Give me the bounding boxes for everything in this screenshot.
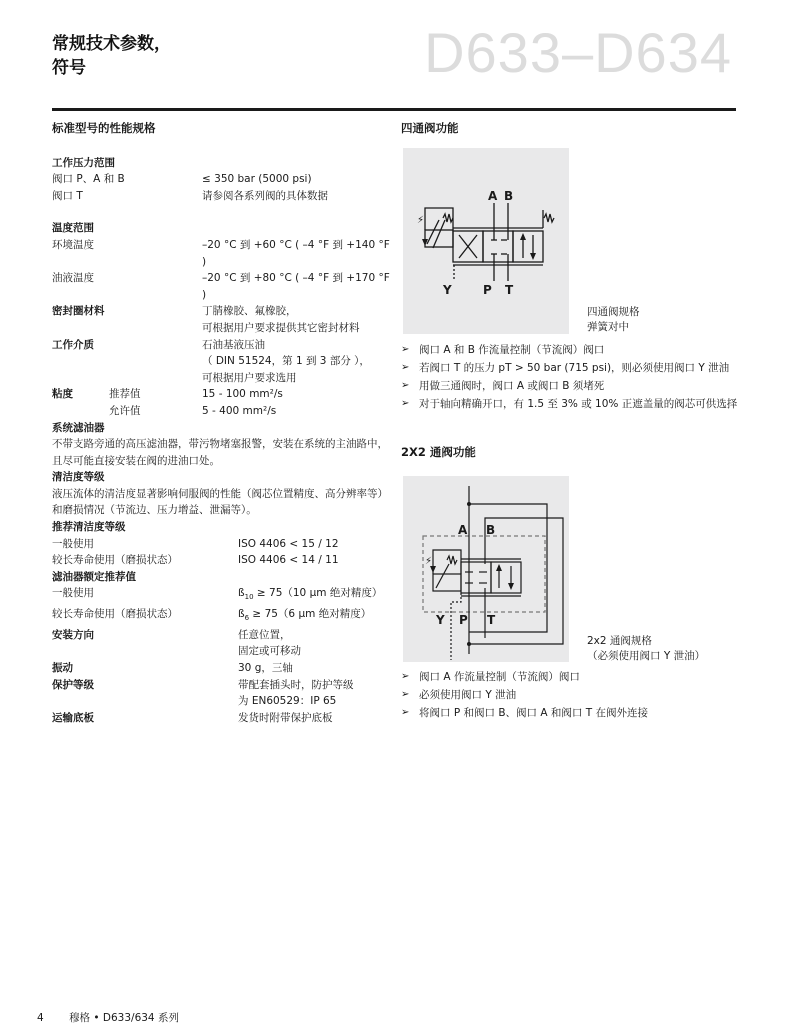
spec-value: 可根据用户要求提供其它密封材料 xyxy=(202,321,360,334)
spec-label: 阀口 T xyxy=(52,189,83,202)
spec-label: 阀口 P、A 和 B xyxy=(52,173,125,186)
spec-row xyxy=(52,585,392,606)
spec-value: $ß_{10} \ge 75(10$ μm 绝对精度） xyxy=(238,587,383,602)
spec-value: 带配套插头时，防护等级 xyxy=(238,678,354,691)
spec-label: 粘度 xyxy=(52,388,73,401)
spec-value: 丁腈橡胶、氟橡胶， xyxy=(202,305,297,318)
spec-value: ISO 4406 < 14 / 11 xyxy=(238,554,339,567)
spec-value: ≤ 350 bar (5000 psi) xyxy=(202,173,312,186)
list-item: ➢ 将阀口 P 和阀口 B、阀口 A 和阀口 T 在阀外连接 xyxy=(401,707,648,719)
spec-value: ISO 4406 < 15 / 12 xyxy=(238,537,339,550)
spec-label: 工作介质 xyxy=(52,338,94,351)
spec-label: 较长寿命使用（磨损状态） xyxy=(52,608,178,621)
svg-text:A: A xyxy=(488,189,498,203)
spec-value: 为 EN60529：IP 65 xyxy=(238,695,337,708)
list-item: ➢ 必须使用阀口 Y 泄油 xyxy=(401,689,517,701)
pressure-heading: 工作压力范围 xyxy=(52,156,115,169)
spec-row xyxy=(52,270,392,303)
cleanliness-heading: 清洁度等级 xyxy=(52,471,105,484)
svg-text:P: P xyxy=(483,283,492,297)
page-number: 4 xyxy=(37,1012,44,1024)
spec-value: 30 g，三轴 xyxy=(238,662,293,674)
protection-row xyxy=(52,677,392,710)
filter-text: 不带支路旁通的高压滤油器，带污物堵塞报警，安装在系统的主油路中，且尽可能直接安装在阀的进油口处。 xyxy=(52,438,388,467)
svg-text:B: B xyxy=(504,189,514,203)
spec-value: （ DIN 51524，第 1 到 3 部分 ）， xyxy=(202,355,370,368)
svg-text:⚡: ⚡ xyxy=(417,215,425,226)
page-title xyxy=(52,32,171,80)
product-code: D633–D634 xyxy=(424,21,732,84)
list-item: ➢ 用做三通阀时，阀口 A 或阀口 B 须堵死 xyxy=(401,380,605,392)
list-item: ➢ 若阀口 T 的压力 pT > 50 bar (715 psi)，则必须使用阀口 Y 泄油 xyxy=(401,362,730,374)
footer-text: 穆格 • D633/634 系列 xyxy=(69,1012,179,1024)
svg-text:B: B xyxy=(486,523,496,537)
title-line-2: 符号 xyxy=(52,58,86,78)
spec-value: 固定或可移动 xyxy=(238,645,301,658)
spec-label: 油液温度 xyxy=(52,272,94,285)
spec-row xyxy=(52,552,392,569)
two-by-two-valve-symbol xyxy=(403,476,569,662)
two-by-two-heading: 2X2 通阀功能 xyxy=(401,445,476,459)
viscosity-row xyxy=(52,403,392,420)
spec-value: 任意位置， xyxy=(238,628,291,641)
spec-column xyxy=(52,120,392,726)
shipping-row xyxy=(52,710,392,727)
recommended-cleanliness-heading: 推荐清洁度等级 xyxy=(52,521,126,534)
spec-row xyxy=(52,606,392,627)
spec-value: 请参阅各系列阀的具体数据 xyxy=(202,189,328,202)
svg-text:P: P xyxy=(459,613,468,627)
temperature-heading: 温度范围 xyxy=(52,222,94,235)
spec-row xyxy=(52,237,392,270)
spec-value: 可根据用户要求选用 xyxy=(202,371,297,384)
svg-text:T: T xyxy=(505,283,514,297)
four-way-bullets xyxy=(401,341,766,413)
spec-label: 安装方向 xyxy=(52,628,94,641)
spec-row xyxy=(52,536,392,553)
svg-text:Y: Y xyxy=(443,283,452,297)
spec-sublabel: 允许值 xyxy=(109,404,141,417)
filter-heading: 系统滤油器 xyxy=(52,421,105,434)
list-item: ➢ 对于轴向精确开口，有 1.5 至 3% 或 10% 正遮盖量的阀芯可供选择 xyxy=(401,398,738,410)
svg-text:⚡: ⚡ xyxy=(425,556,433,567)
svg-text:A: A xyxy=(458,523,468,537)
spec-value: 发货时附带保护底板 xyxy=(238,711,333,724)
spec-label: 密封圈材料 xyxy=(52,305,105,318)
title-line-1: 常规技术参数， xyxy=(52,34,171,54)
list-item: ➢ 阀口 A 和 B 作流量控制（节流阀）阀口 xyxy=(401,344,605,356)
section-title: 标准型号的性能规格 xyxy=(52,121,156,135)
spec-label: 保护等级 xyxy=(52,678,94,691)
spec-value: $ß_6 \ge 75(6$ μm 绝对精度） xyxy=(238,608,372,623)
four-way-heading: 四通阀功能 xyxy=(401,121,459,135)
spec-label: 一般使用 xyxy=(52,537,94,550)
four-way-valve-symbol xyxy=(403,148,569,334)
filter-rating-heading: 滤油器额定推荐值 xyxy=(52,570,136,583)
list-item: ➢ 阀口 A 作流量控制（节流阀）阀口 xyxy=(401,671,580,683)
spec-label: 环境温度 xyxy=(52,238,94,251)
svg-text:T: T xyxy=(487,613,496,627)
spec-label: 运输底板 xyxy=(52,711,94,724)
medium-row xyxy=(52,337,392,387)
spec-row xyxy=(52,171,392,188)
header-divider xyxy=(52,108,736,111)
page-footer xyxy=(37,1010,201,1025)
spec-label: 一般使用 xyxy=(52,587,94,600)
two-by-two-caption: 2x2 通阀规格 （必须使用阀口 Y 泄油） xyxy=(587,635,706,662)
spec-row xyxy=(52,188,392,205)
cleanliness-text: 液压流体的清洁度显著影响伺服阀的性能（阀芯位置精度、高分辨率等）和磨损情况（节流边、压力增益、泄漏等）。 xyxy=(52,487,388,517)
spec-value: –20 °C 到 +80 °C ( –4 °F 到 +170 °F ) xyxy=(202,272,390,301)
vibration-row xyxy=(52,660,392,677)
viscosity-row xyxy=(52,386,392,403)
spec-value: 15 - 100 mm²/s xyxy=(202,388,283,401)
seal-row xyxy=(52,303,392,336)
spec-value: 5 - 400 mm²/s xyxy=(202,404,277,417)
spec-label: 振动 xyxy=(52,662,73,674)
two-by-two-bullets xyxy=(401,668,766,722)
spec-value: –20 °C 到 +60 °C ( –4 °F 到 +140 °F ) xyxy=(202,238,390,268)
spec-label: 较长寿命使用（磨损状态） xyxy=(52,554,178,567)
svg-text:Y: Y xyxy=(436,613,445,627)
four-way-caption: 四通阀规格 弹簧对中 xyxy=(587,306,640,333)
spec-sublabel: 推荐值 xyxy=(109,388,141,401)
spec-value: 石油基液压油 xyxy=(202,338,265,351)
mounting-row xyxy=(52,627,392,660)
